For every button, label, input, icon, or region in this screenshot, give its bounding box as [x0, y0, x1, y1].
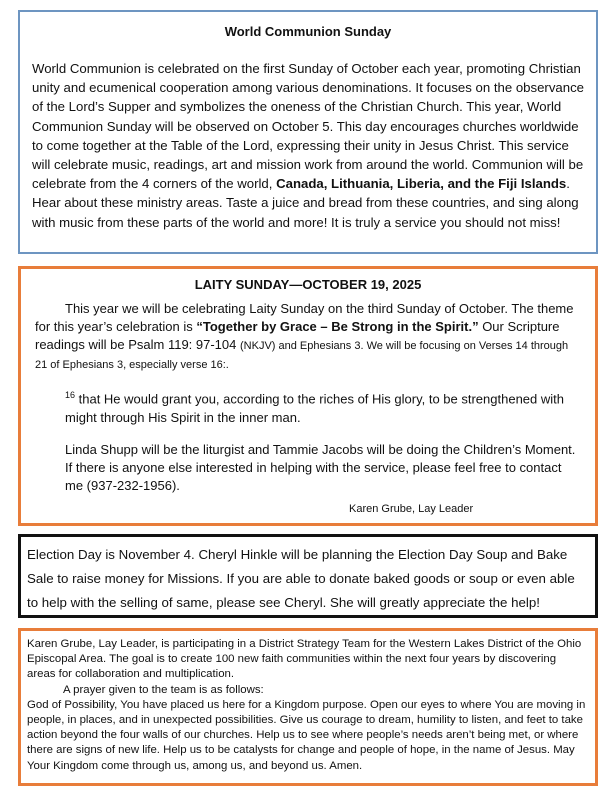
laity-ephesians: and Ephesians 3. We will be focusing on Verses 14 through 21 of Ephesians 3, especially verse 16:.: [35, 340, 569, 371]
laity-sunday-box: [18, 266, 598, 526]
laity-signature: Karen Grube, Lay Leader: [349, 503, 474, 516]
world-communion-body: [32, 59, 584, 232]
laity-scripture: Our Scripture readings will be Psalm 119: 97-104: [35, 319, 560, 352]
prayer-text: God of Possibility, You have placed us here for a Kingdom purpose. Open our eyes to where You are moving in people, in places, and in unexpected possibilities. Give us courage to dream, humility to listen, and feet to take action beyond the four walls of our churches. Help us to see where people’s needs aren’t being met, or where there are signs of new life. Help us to be catalysts for change and people of hope, in the name of Jesus. May Your Kingdom come through us, among us, and beyond us. Amen.: [27, 698, 586, 772]
laity-sunday-title: LAITY SUNDAY—OCTOBER 19, 2025: [194, 277, 422, 292]
prayer-intro: A prayer given to the team is as follows:: [63, 683, 264, 696]
verse-number: 16: [65, 390, 76, 400]
communion-text-start: World Communion is celebrated on the first Sunday of October each year, promoting Christian unity and ecumenical cooperation among various denominations. It focuses on the observance of the Lord’s Supper and symbolizes the oneness of the Christian Church. This year, World Communion Sunday will be observed on October 5. This day encourages churches worldwide to come together at the Table of the Lord, expressing their unity in Jesus Christ. This service will celebrate music, readings, art and mission work from around the world. Communion will be celebrate from the 4 corners of the world,: [32, 61, 585, 192]
strategy-team-box: [18, 628, 598, 786]
communion-countries: Canada, Lithuania, Liberia, and the Fiji Islands: [276, 176, 567, 192]
election-day-box: [18, 534, 598, 618]
world-communion-box: [18, 10, 598, 254]
laity-intro: [35, 300, 581, 374]
strategy-text: Karen Grube, Lay Leader, is participating in a District Strategy Team for the Western Lakes District of the Ohio Episcopal Area. The goal is to create 100 new faith communities within the next four years by discovering areas for collaboration and multiplication.: [27, 638, 582, 681]
communion-text-end: . Hear about these ministry areas. Taste a juice and bread from these countries, and sing along with music from these parts of the world and more! It is truly a service you should not miss!: [32, 176, 579, 230]
laity-liturgist: Linda Shupp will be the liturgist and Tammie Jacobs will be doing the Children’s Moment. If there is anyone else interested in helping with the service, please feel free to contact me (937-232-1956).: [65, 442, 576, 494]
laity-intro-text: This year we will be celebrating Laity Sunday on the third Sunday of October. The theme for this year’s celebration is: [35, 301, 574, 334]
world-communion-title: World Communion Sunday: [224, 24, 392, 39]
verse-text: that He would grant you, according to the riches of His glory, to be strengthened with might through His Spirit in the inner man.: [65, 391, 564, 426]
election-day-text: Election Day is November 4. Cheryl Hinkle will be planning the Election Day Soup and Bake Sale to raise money for Missions. If you are able to donate baked goods or soup or even able to help with the selling of same, please see Cheryl. She will greatly appreciate the help!: [27, 547, 575, 610]
laity-nkjv: (NKJV): [240, 340, 276, 352]
laity-theme: “Together by Grace – Be Strong in the Spirit.”: [196, 319, 479, 334]
laity-verse: [65, 386, 581, 427]
